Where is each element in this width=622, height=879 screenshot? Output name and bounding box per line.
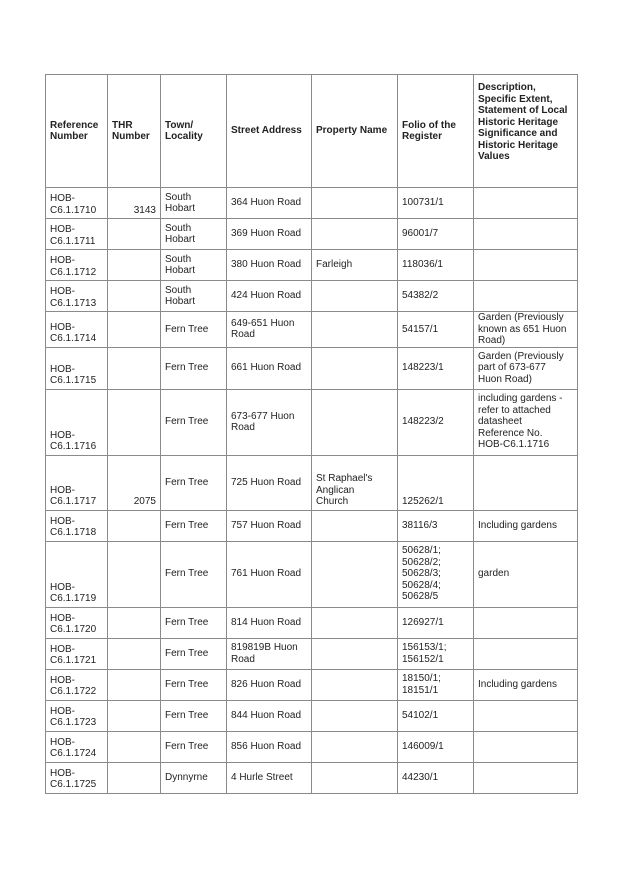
table-row xyxy=(46,762,578,793)
cell-town-locality: Fern Tree xyxy=(161,455,227,510)
cell-street-address: 844 Huon Road xyxy=(227,700,312,731)
header-row xyxy=(46,75,578,188)
table-row xyxy=(46,250,578,281)
cell-street-address: 369 Huon Road xyxy=(227,219,312,250)
header-folio: Folio of the Register xyxy=(398,75,474,188)
cell-property-name xyxy=(312,669,398,700)
cell-property-name xyxy=(312,389,398,455)
cell-thr-number xyxy=(108,731,161,762)
cell-town-locality: Fern Tree xyxy=(161,700,227,731)
cell-folio: 148223/1 xyxy=(398,347,474,389)
cell-description xyxy=(474,638,578,669)
table-row xyxy=(46,219,578,250)
cell-folio: 38116/3 xyxy=(398,510,474,541)
cell-folio: 118036/1 xyxy=(398,250,474,281)
cell-thr-number xyxy=(108,541,161,607)
table-row xyxy=(46,607,578,638)
table-row xyxy=(46,700,578,731)
cell-reference-number: HOB- C6.1.1724 xyxy=(46,731,108,762)
cell-property-name xyxy=(312,607,398,638)
cell-street-address: 819819B Huon Road xyxy=(227,638,312,669)
cell-property-name xyxy=(312,731,398,762)
cell-reference-number: HOB- C6.1.1719 xyxy=(46,541,108,607)
cell-description xyxy=(474,700,578,731)
cell-description xyxy=(474,762,578,793)
cell-street-address: 761 Huon Road xyxy=(227,541,312,607)
cell-property-name: Farleigh xyxy=(312,250,398,281)
table-row xyxy=(46,347,578,389)
cell-property-name: St Raphael's Anglican Church xyxy=(312,455,398,510)
cell-thr-number xyxy=(108,510,161,541)
cell-description: Including gardens xyxy=(474,510,578,541)
cell-description: including gardens - refer to attached datasheet Reference No. HOB-C6.1.1716 xyxy=(474,389,578,455)
cell-thr-number xyxy=(108,347,161,389)
header-property-name: Property Name xyxy=(312,75,398,188)
cell-street-address: 814 Huon Road xyxy=(227,607,312,638)
cell-description xyxy=(474,731,578,762)
header-description: Description, Specific Extent, Statement of Local Historic Heritage Significance and Historic Heritage Values xyxy=(474,75,578,188)
cell-description xyxy=(474,607,578,638)
cell-reference-number: HOB- C6.1.1710 xyxy=(46,188,108,219)
cell-street-address: 826 Huon Road xyxy=(227,669,312,700)
cell-street-address: 424 Huon Road xyxy=(227,281,312,312)
header-reference-number: Reference Number xyxy=(46,75,108,188)
cell-description xyxy=(474,219,578,250)
cell-street-address: 856 Huon Road xyxy=(227,731,312,762)
cell-description: garden xyxy=(474,541,578,607)
cell-folio: 156153/1; 156152/1 xyxy=(398,638,474,669)
cell-thr-number: 3143 xyxy=(108,188,161,219)
header-thr-number: THR Number xyxy=(108,75,161,188)
cell-folio: 44230/1 xyxy=(398,762,474,793)
table-row xyxy=(46,669,578,700)
cell-thr-number xyxy=(108,669,161,700)
cell-thr-number xyxy=(108,700,161,731)
cell-reference-number: HOB- C6.1.1717 xyxy=(46,455,108,510)
cell-description xyxy=(474,250,578,281)
cell-town-locality: Fern Tree xyxy=(161,541,227,607)
cell-town-locality: Fern Tree xyxy=(161,389,227,455)
cell-town-locality: South Hobart xyxy=(161,281,227,312)
cell-town-locality: South Hobart xyxy=(161,188,227,219)
table-row xyxy=(46,638,578,669)
cell-thr-number xyxy=(108,219,161,250)
cell-property-name xyxy=(312,188,398,219)
cell-street-address: 661 Huon Road xyxy=(227,347,312,389)
cell-description: Garden (Previously known as 651 Huon Road) xyxy=(474,312,578,348)
cell-property-name xyxy=(312,700,398,731)
cell-street-address: 673-677 Huon Road xyxy=(227,389,312,455)
cell-thr-number: 2075 xyxy=(108,455,161,510)
table-row xyxy=(46,312,578,348)
cell-reference-number: HOB- C6.1.1721 xyxy=(46,638,108,669)
cell-description xyxy=(474,281,578,312)
cell-description xyxy=(474,188,578,219)
cell-reference-number: HOB- C6.1.1713 xyxy=(46,281,108,312)
cell-reference-number: HOB- C6.1.1725 xyxy=(46,762,108,793)
cell-town-locality: Fern Tree xyxy=(161,607,227,638)
cell-reference-number: HOB- C6.1.1714 xyxy=(46,312,108,348)
cell-town-locality: Fern Tree xyxy=(161,669,227,700)
cell-folio: 18150/1; 18151/1 xyxy=(398,669,474,700)
table-row xyxy=(46,510,578,541)
cell-town-locality: South Hobart xyxy=(161,219,227,250)
cell-folio: 50628/1; 50628/2; 50628/3; 50628/4; 50628/5 xyxy=(398,541,474,607)
cell-reference-number: HOB- C6.1.1715 xyxy=(46,347,108,389)
cell-description xyxy=(474,455,578,510)
table-row xyxy=(46,281,578,312)
cell-town-locality: Fern Tree xyxy=(161,312,227,348)
header-street-address: Street Address xyxy=(227,75,312,188)
cell-town-locality: Fern Tree xyxy=(161,638,227,669)
table-row xyxy=(46,731,578,762)
cell-property-name xyxy=(312,281,398,312)
cell-town-locality: Fern Tree xyxy=(161,731,227,762)
cell-description: Including gardens xyxy=(474,669,578,700)
cell-thr-number xyxy=(108,250,161,281)
cell-folio: 148223/2 xyxy=(398,389,474,455)
cell-thr-number xyxy=(108,281,161,312)
cell-reference-number: HOB- C6.1.1720 xyxy=(46,607,108,638)
cell-town-locality: Fern Tree xyxy=(161,347,227,389)
table-body xyxy=(46,188,578,794)
cell-street-address: 649-651 Huon Road xyxy=(227,312,312,348)
cell-street-address: 380 Huon Road xyxy=(227,250,312,281)
cell-property-name xyxy=(312,510,398,541)
cell-folio: 54157/1 xyxy=(398,312,474,348)
cell-thr-number xyxy=(108,762,161,793)
header-town-locality: Town/ Locality xyxy=(161,75,227,188)
cell-folio: 125262/1 xyxy=(398,455,474,510)
heritage-table xyxy=(45,74,578,794)
cell-folio: 54382/2 xyxy=(398,281,474,312)
cell-street-address: 4 Hurle Street xyxy=(227,762,312,793)
cell-folio: 146009/1 xyxy=(398,731,474,762)
cell-reference-number: HOB- C6.1.1723 xyxy=(46,700,108,731)
cell-street-address: 364 Huon Road xyxy=(227,188,312,219)
cell-description: Garden (Previously part of 673-677 Huon Road) xyxy=(474,347,578,389)
cell-reference-number: HOB- C6.1.1716 xyxy=(46,389,108,455)
cell-street-address: 725 Huon Road xyxy=(227,455,312,510)
cell-property-name xyxy=(312,219,398,250)
cell-thr-number xyxy=(108,389,161,455)
cell-reference-number: HOB- C6.1.1711 xyxy=(46,219,108,250)
cell-reference-number: HOB- C6.1.1718 xyxy=(46,510,108,541)
cell-reference-number: HOB- C6.1.1722 xyxy=(46,669,108,700)
cell-property-name xyxy=(312,312,398,348)
cell-property-name xyxy=(312,541,398,607)
cell-property-name xyxy=(312,638,398,669)
cell-reference-number: HOB- C6.1.1712 xyxy=(46,250,108,281)
cell-folio: 96001/7 xyxy=(398,219,474,250)
cell-thr-number xyxy=(108,312,161,348)
cell-folio: 54102/1 xyxy=(398,700,474,731)
cell-street-address: 757 Huon Road xyxy=(227,510,312,541)
table-row xyxy=(46,541,578,607)
cell-town-locality: Dynnyrne xyxy=(161,762,227,793)
cell-town-locality: South Hobart xyxy=(161,250,227,281)
cell-thr-number xyxy=(108,638,161,669)
cell-folio: 100731/1 xyxy=(398,188,474,219)
table-row xyxy=(46,455,578,510)
cell-thr-number xyxy=(108,607,161,638)
cell-town-locality: Fern Tree xyxy=(161,510,227,541)
table-row xyxy=(46,188,578,219)
cell-folio: 126927/1 xyxy=(398,607,474,638)
table-row xyxy=(46,389,578,455)
cell-property-name xyxy=(312,347,398,389)
cell-property-name xyxy=(312,762,398,793)
